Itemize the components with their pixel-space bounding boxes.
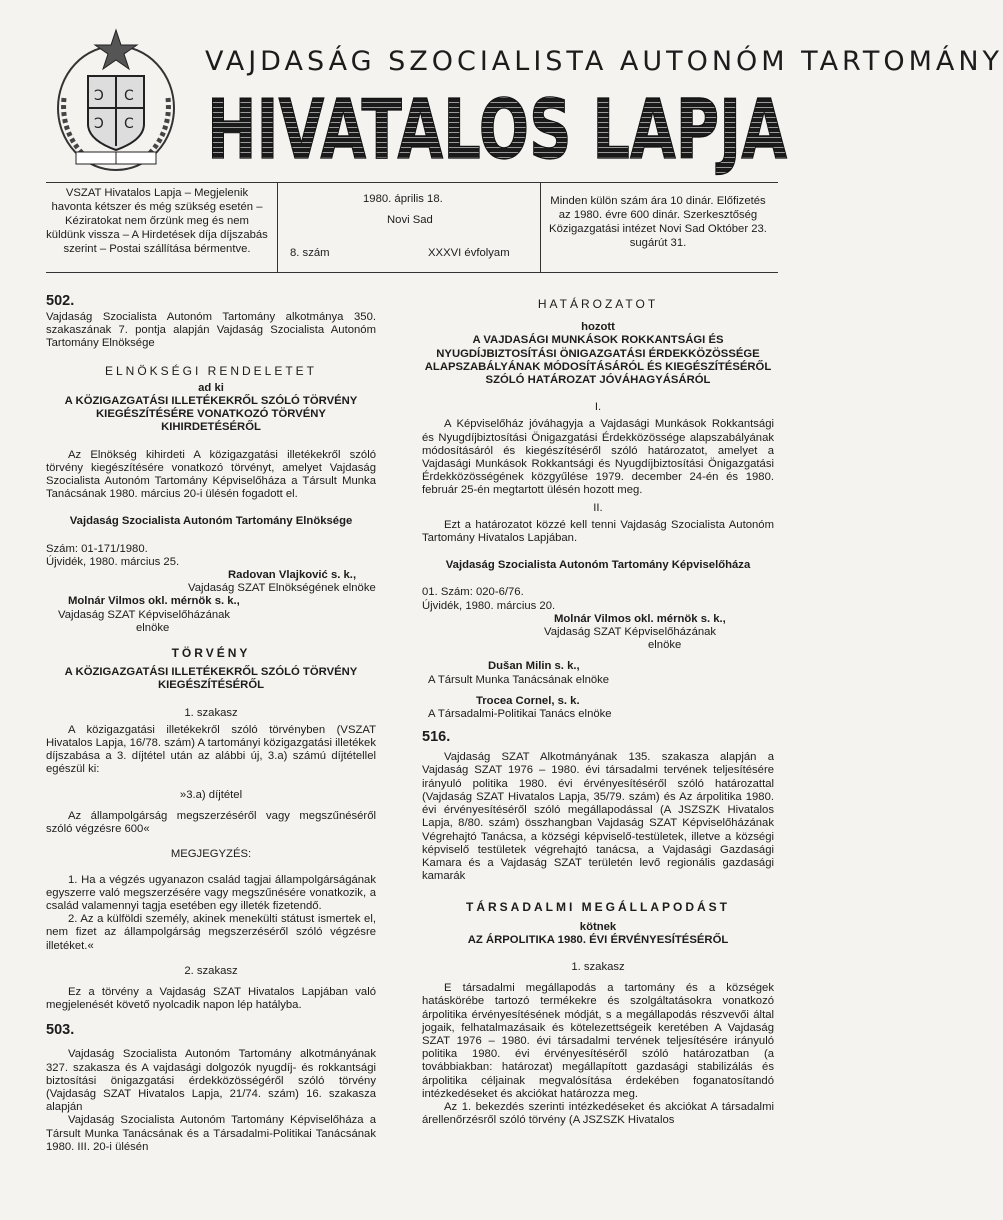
svg-text:Ɔ: Ɔ <box>94 88 104 104</box>
svg-text:C: C <box>124 116 134 132</box>
law-title: TÖRVÉNY <box>171 646 251 661</box>
signature-name-1: Radovan Vlajković s. k., <box>228 569 357 582</box>
fee-item: »3.a) díjtétel <box>179 788 243 801</box>
note-heading: MEGJEGYZÉS: <box>170 848 252 861</box>
issue-place: Novi Sad <box>387 214 433 226</box>
law-subtitle: A KÖZIGAZGATÁSI ILLETÉKEKRŐL SZÓLÓ TÖRVÉNY KIEGÉSZÍTÉSÉRŐL <box>64 666 358 692</box>
agreement-title: TÁRSADALMI MEGÁLLAPODÁST <box>466 900 730 915</box>
r-signature-role-1a: Vajdaság SZAT Képviselőházának <box>544 626 717 639</box>
item-number-503: 503. <box>46 1022 75 1039</box>
decree-body: Az Elnökség kihirdeti A közigazgatási illetékekről szóló törvény kiegészítésére vonatkozó törvényt, amelyet Vajdaság Szocialista Autonóm Tartomány Képviselőháza a Társult Munka Tanácsának 1980. március 20-i ülésén fogadott el. <box>46 448 376 501</box>
item-number-516: 516. <box>422 729 451 746</box>
section-2-body: Ez a törvény a Vajdaság SZAT Hivatalos Lapjában való megjelenését követő nyolcadik napon lép hatályba. <box>46 985 376 1012</box>
resolution-body-2: Ezt a határozatot közzé kell tenni Vajdaság Szocialista Autonóm Tartomány Hivatalos Lapjában. <box>422 518 774 545</box>
masthead-hivatalos-lapja <box>205 80 790 178</box>
masthead-title: VAJDASÁG SZOCIALISTA AUTONÓM TARTOMÁNY <box>205 46 1003 77</box>
svg-text:Ɔ: Ɔ <box>94 116 104 132</box>
section-1-heading: 1. szakasz <box>184 706 238 719</box>
resolution-body-1: A Képviselőház jóváhagyja a Vajdasági Munkások Rokkantsági és Nyugdíjbiztosítási Önigazgatási Érdekközössége alapszabályának módosításáról és kiegészítéséről szóló határozatot, amelyet a Vajdasági Munkások Rokkantsági és Nyugdíjbiztosítási Önigazgatási Érdekközösségének közgyűlése 1979. december 24-én és 1980. február 25-én megtartott ülésén hozott meg. <box>422 418 774 497</box>
decree-date: Újvidék, 1980. március 25. <box>46 555 180 568</box>
price-info: Minden külön szám ára 10 dinár. Előfizetés az 1980. évre 600 dinár. Szerkesztőség Közigazgatási intézet Novi Sad Október 23. sugárút 31. <box>549 195 767 249</box>
coat-of-arms-emblem <box>46 28 186 178</box>
note-2: 2. Az a külföldi személy, akinek menekülti státust ismertek el, nem fizet az állampolgárság megszerzéséről szóló végzésre illetéket.« <box>46 913 376 952</box>
agreement-kotnek: kötnek <box>579 920 617 933</box>
agreement-subtitle: AZ ÁRPOLITIKA 1980. ÉVI ÉRVÉNYESÍTÉSÉRŐL <box>467 933 729 946</box>
resolution-hozott: hozott <box>581 321 615 334</box>
agreement-section-1: 1. szakasz <box>571 960 625 973</box>
signature-role-2a: Vajdaság SZAT Képviselőházának <box>58 608 231 621</box>
resolution-section-2: II. <box>593 501 603 514</box>
resolution-date: Újvidék, 1980. március 20. <box>422 599 556 612</box>
issue-volume: XXXVI évfolyam <box>428 247 510 259</box>
left-column <box>46 293 376 1154</box>
r-signature-name-3: Trocea Cornel, s. k. <box>476 694 580 707</box>
decree-subtitle: A KÖZIGAZGATÁSI ILLETÉKEKRŐL SZÓLÓ TÖRVÉNY KIEGÉSZÍTÉSÉRE VONATKOZÓ TÖRVÉNY KIHIRDETÉSÉRŐL <box>64 395 358 434</box>
section-2-heading: 2. szakasz <box>184 964 238 977</box>
section-1-body: A közigazgatási illetékekről szóló törvényben (VSZAT Hivatalos Lapja, 16/78. szám) A tartományi közigazgatási illetékek díjszabása a 3. díjtétel után az alábbi új, 3.a) számú díjtétellel egészül ki: <box>46 723 376 776</box>
r-signature-role-2: A Társult Munka Tanácsának elnöke <box>428 673 610 686</box>
resolution-signatory: Vajdaság Szocialista Autonóm Tartomány Képviselőháza <box>445 559 751 572</box>
item-number-502: 502. <box>46 293 75 309</box>
decree-number: Szám: 01-171/1980. <box>46 542 148 555</box>
r-signature-role-1b: elnöke <box>648 639 682 652</box>
right-column <box>422 298 774 1127</box>
paragraph-516: Vajdaság SZAT Alkotmányának 135. szakasza alapján a Vajdaság SZAT 1976 – 1980. évi társadalmi tervének teljesítésére irányuló politika 1980. évi érvényesítéséről szóló határozattal (Vajdaság SZAT Hivatalos Lapja, 35/79. szám) és Az árpolitika 1980. évi érvényesítéséről szóló megállapodással (A JSZSZK Hivatalos Lapja, 8/80. szám) összhangban Vajdaság SZAT Képviselőházának Végrehajtó Tanácsa, a községi képviselő-testületek, illetve a községi képviselő testületek végrehajtó tanácsa, a Vajdasági Gazdasági Kamara és a Vajdaság SZAT területén levő regionális gazdasági kamarák <box>422 751 774 883</box>
signature-name-2: Molnár Vilmos okl. mérnök s. k., <box>68 595 240 608</box>
resolution-subtitle: A VAJDASÁGI MUNKÁSOK ROKKANTSÁGI ÉS NYUGDÍJBIZTOSÍTÁSI ÖNIGAZGATÁSI ÉRDEKKÖZÖSSÉGE ALAPSZABÁLYÁNAK MÓDOSÍTÁSÁRÓL ÉS KIEGÉSZÍTÉSÉRŐL SZÓLÓ HATÁROZAT JÓVÁHAGYÁSÁRÓL <box>424 334 772 387</box>
signature-role-1: Vajdaság SZAT Elnökségének elnöke <box>188 582 376 595</box>
paragraph-503b: Vajdaság Szocialista Autonóm Tartomány Képviselőháza a Társult Munka Tanácsának és a Társadalmi-Politikai Tanácsának 1980. III. 20-i ülésén <box>46 1114 376 1153</box>
issue-number: 8. szám <box>290 247 330 259</box>
resolution-number: 01. Szám: 020-6/76. <box>422 586 524 599</box>
agreement-section-1-body: E társadalmi megállapodás a tartomány és a községek hatáskörébe tartozó termékekre és szolgáltatásokra vonatkozó árpolitika érvényesítésének módját, s a megállapodás részvevői által jogaik, felhatalmazásaik és kötelezettségeik keretében A Vajdaság SZAT 1976 – 1980. évi társadalmi tervének teljesítésére irányuló politika 1980. évi érvényesítéséről szóló határozatban (a továbbiakban: határozat) megállapított gazdasági stabilizálás és árpolitika céljainak megvalósítása érdekében foganatosítandó intézkedéseket és akciókat határozza meg. <box>422 982 774 1100</box>
r-signature-name-2: Dušan Milin s. k., <box>488 660 580 673</box>
decree-signatory: Vajdaság Szocialista Autonóm Tartomány Elnöksége <box>69 515 353 528</box>
r-signature-name-1: Molnár Vilmos okl. mérnök s. k., <box>554 612 726 625</box>
paragraph-503a: Vajdaság Szocialista Autonóm Tartomány alkotmányának 327. szakasza és A vajdasági dolgozók nyugdíj- és rokkantsági biztosítási önigazgatási érdekközösségéről szóló törvény (Vajdaság SZAT Hivatalos Lapja, 21/74. szám) 16. szakasza alapján <box>46 1048 376 1114</box>
svg-text:C: C <box>124 88 134 104</box>
note-1: 1. Ha a végzés ugyanazon család tagjai állampolgárságának egyszerre való megszerzésére vagy megszűnésére vonatkozik, a család valamennyi tagja esetében egy illeték fizetendő. <box>46 873 376 912</box>
resolution-title: HATÁROZATOT <box>537 297 659 311</box>
paragraph-502: Vajdaság Szocialista Autonóm Tartomány alkotmánya 350. szakaszának 7. pontja alapján Vajdaság Szocialista Autonóm Tartomány Elnöksége <box>46 311 376 350</box>
svg-text:HIVATALOS LAPJA: HIVATALOS LAPJA <box>207 83 788 178</box>
signature-role-2b: elnöke <box>136 621 170 634</box>
r-signature-role-3: A Társadalmi-Politikai Tanács elnöke <box>428 708 612 721</box>
decree-title: ELNÖKSÉGI RENDELETET <box>104 363 318 378</box>
resolution-section-1: I. <box>594 401 602 414</box>
agreement-section-1-body-2: Az 1. bekezdés szerinti intézkedéseket és akciókat A társadalmi árellenőrzésről szóló törvény (A JSZSZK Hivatalos <box>422 1100 774 1127</box>
fee-item-body: Az állampolgárság megszerzéséről vagy megszűnéséről szóló végzésre 600« <box>46 809 376 836</box>
issue-date: 1980. április 18. <box>363 193 443 205</box>
decree-adki: ad ki <box>198 381 224 394</box>
publication-info: VSZAT Hivatalos Lapja – Megjelenik havonta kétszer és még szükség esetén – Kéziratokat nem őrzünk meg és nem küldünk vissza – A Hirdetések díja díjszabás szerint – Postai szállítása bérmentve. <box>46 187 268 255</box>
